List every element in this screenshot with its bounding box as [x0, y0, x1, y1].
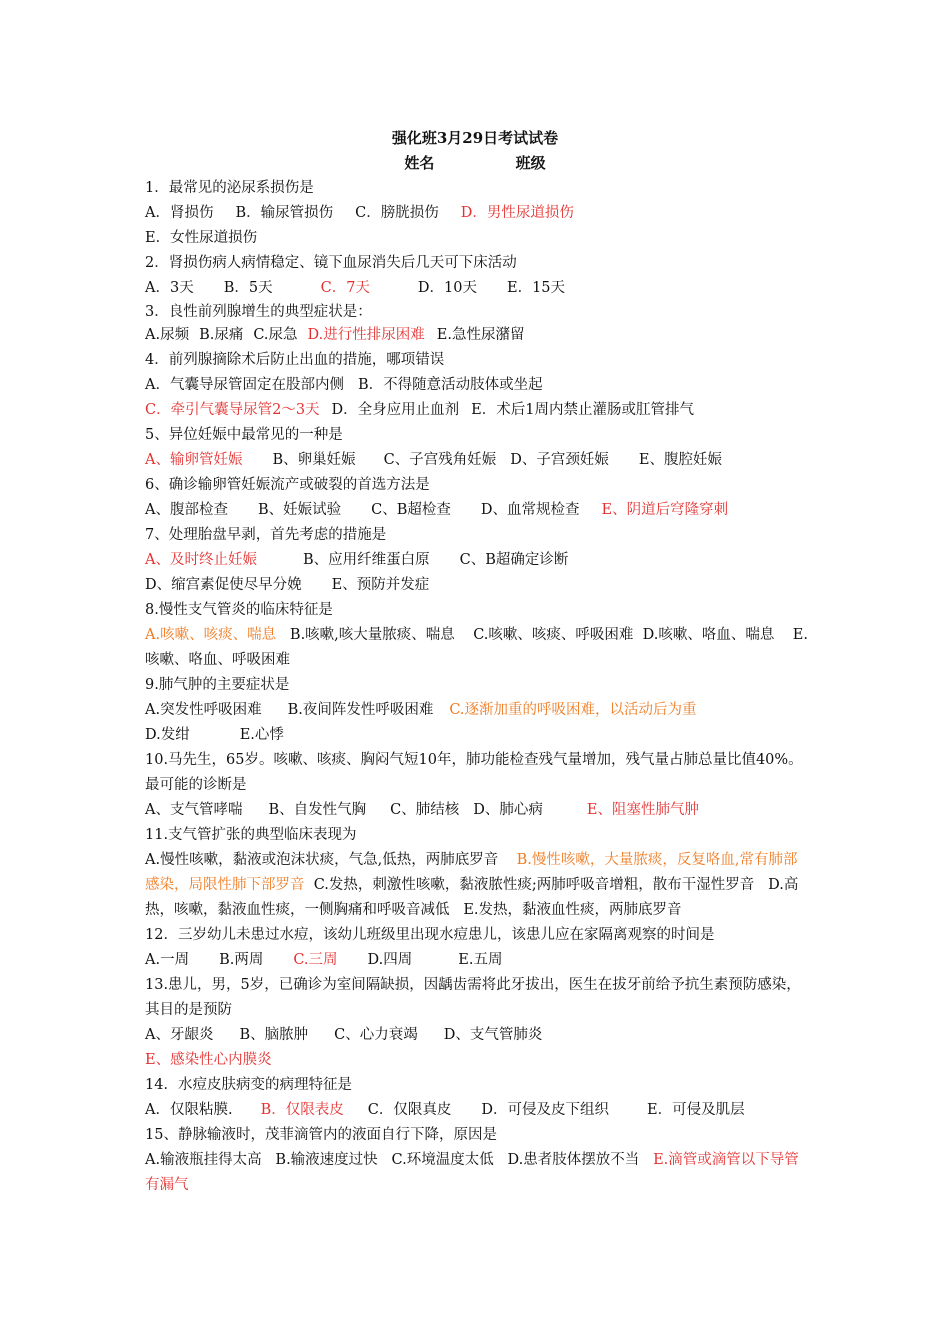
correct-option: A、及时终止妊娠: [145, 552, 257, 568]
option-line: [145, 1023, 810, 1048]
option: D．全身应用止血剂: [331, 402, 460, 418]
option: A．气囊导尿管固定在股部内侧: [145, 377, 344, 393]
option-paragraph: [145, 623, 810, 673]
question-stem: 10.马先生，65岁。咳嗽、咳痰、胸闷气短10年，肺功能检查残气量增加，残气量占肺总量比值40%。最可能的诊断是: [145, 752, 803, 793]
question-stem: 9.肺气肿的主要症状是: [145, 677, 290, 693]
option: E．术后1周内禁止灌肠或肛管排气: [471, 402, 694, 418]
option: D.四周: [367, 952, 413, 968]
correct-option: B．仅限表皮: [260, 1102, 344, 1118]
option-line: [145, 723, 810, 748]
question-stem: 12．三岁幼儿未患过水痘，该幼儿班级里出现水痘患儿，该患儿应在家隔离观察的时间是: [145, 927, 715, 943]
class-label: 班级: [515, 154, 546, 172]
option: B.咳嗽,咳大量脓痰、喘息: [289, 627, 455, 643]
option: B.两周: [219, 952, 264, 968]
question-stem: 5、异位妊娠中最常见的一种是: [145, 427, 343, 443]
option: C.咳嗽、咳痰、呼吸困难: [473, 627, 634, 643]
option: A．仅限粘膜.: [145, 1102, 233, 1118]
option: E.咳嗽、咯血、呼吸困难: [145, 627, 808, 668]
option: C、子宫残角妊娠: [383, 452, 497, 468]
name-label: 姓名: [404, 154, 435, 172]
option: A.尿频: [145, 327, 190, 343]
option: D．可侵及皮下组织: [481, 1102, 609, 1118]
option: D、缩宫素促使尽早分娩: [145, 577, 302, 593]
question-stem: 3．良性前列腺增生的典型症状是：: [145, 304, 372, 320]
question-stem: 14．水痘皮肤病变的病理特征是: [145, 1077, 352, 1093]
option: C．膀胱损伤: [355, 205, 439, 221]
question-stem: 8.慢性支气管炎的临床特征是: [145, 602, 333, 618]
option: B.输液速度过快: [275, 1152, 378, 1168]
option: B.尿痛: [199, 327, 244, 343]
option: C.环境温度太低: [391, 1152, 494, 1168]
option: D．10天: [417, 280, 477, 296]
option: B．5天: [223, 280, 273, 296]
option-line: [145, 276, 810, 301]
option: A.一周: [145, 952, 190, 968]
option: D.患者肢体摆放不当: [507, 1152, 640, 1168]
option: C、B超检查: [371, 502, 451, 518]
option-paragraph: [145, 1148, 810, 1198]
option: A．肾损伤: [145, 205, 214, 221]
option: A.突发性呼吸困难: [145, 702, 262, 718]
option-line: [145, 373, 810, 398]
option: E、腹腔妊娠: [638, 452, 722, 468]
option-line: [145, 498, 810, 523]
option: C、B超确定诊断: [459, 552, 569, 568]
option: A.输液瓶挂得太高: [145, 1152, 262, 1168]
option-line: [145, 448, 810, 473]
option: A、腹部检查: [145, 502, 228, 518]
option: B．不得随意活动肢体或坐起: [357, 377, 543, 393]
option: B、脑脓肿: [239, 1027, 309, 1043]
option: A.慢性咳嗽，黏液或泡沫状痰，气急,低热，两肺底罗音: [145, 852, 499, 868]
option-line: [145, 201, 810, 226]
option: D.高热，咳嗽，黏液血性痰，一侧胸痛和呼吸音减低: [145, 877, 799, 918]
option-line: [145, 1098, 810, 1123]
question-stem: 11.支气管扩张的典型临床表现为: [145, 827, 357, 843]
option: D、支气管肺炎: [443, 1027, 543, 1043]
correct-option: A.咳嗽、咳痰、喘息: [145, 627, 277, 643]
correct-option: D.进行性排尿困难: [307, 327, 425, 343]
option: E．女性尿道损伤: [145, 230, 258, 246]
option: A、牙龈炎: [145, 1027, 214, 1043]
option: B、应用纤维蛋白原: [302, 552, 430, 568]
option: E．可侵及肌层: [646, 1102, 745, 1118]
option: B、妊娠试验: [257, 502, 342, 518]
correct-option: E.滴管或滴管以下导管有漏气: [145, 1152, 799, 1193]
option: C．仅限真皮: [367, 1102, 452, 1118]
option: D.咳嗽、咯血、喘息: [642, 627, 775, 643]
question-stem: 13.患儿，男，5岁，已确诊为室间隔缺损，因龋齿需将此牙拔出，医生在拔牙前给予抗生素预防感染，其目的是预防: [145, 977, 801, 1018]
correct-option: B.慢性咳嗽，大量脓痰，反复咯血,常有肺部感染，局限性肺下部罗音: [145, 852, 798, 893]
exam-title: 强化班3月29日考试试卷: [391, 129, 559, 147]
question-stem: 4．前列腺摘除术后防止出血的措施，哪项错误: [145, 352, 445, 368]
correct-option: C.逐渐加重的呼吸困难，以活动后为重: [449, 702, 697, 718]
option: A．3天: [145, 280, 194, 296]
correct-option: E、感染性心内膜炎: [145, 1052, 272, 1068]
option-paragraph: [145, 848, 810, 923]
question-stem: 15、静脉输液时，茂菲滴管内的液面自行下降，原因是: [145, 1127, 497, 1143]
exam-subtitle: [0, 153, 950, 173]
option-line: [145, 1048, 810, 1073]
question-list: [145, 176, 810, 1198]
option: E、预防并发症: [331, 577, 430, 593]
option-line: [145, 398, 810, 423]
option: C.尿急: [253, 327, 298, 343]
option: E.发热，黏液血性痰，两肺底罗音: [463, 902, 682, 918]
option-line: [145, 548, 810, 573]
option-line: [145, 798, 810, 823]
option: D、子宫颈妊娠: [510, 452, 609, 468]
option: E.五周: [458, 952, 503, 968]
option-line: [145, 948, 810, 973]
option: B、卵巢妊娠: [272, 452, 356, 468]
question-stem: 1．最常见的泌尿系损伤是: [145, 180, 314, 196]
question-stem: 6、确诊输卵管妊娠流产或破裂的首选方法是: [145, 477, 430, 493]
option: D、肺心病: [473, 802, 543, 818]
option-line: [145, 698, 810, 723]
correct-option: A、输卵管妊娠: [145, 452, 243, 468]
option: E.心悸: [239, 727, 284, 743]
option: D、血常规检查: [480, 502, 580, 518]
option-line: [145, 323, 810, 348]
correct-option: C.三周: [293, 952, 338, 968]
correct-option: C．7天: [320, 280, 370, 296]
option: B、自发性气胸: [268, 802, 367, 818]
correct-option: C．牵引气囊导尿管2～3天: [145, 402, 320, 418]
option: B.夜间阵发性呼吸困难: [287, 702, 434, 718]
option: C.发热，刺激性咳嗽，黏液脓性痰;两肺呼吸音增粗，散布干湿性罗音: [313, 877, 755, 893]
correct-option: E、阻塞性肺气肿: [586, 802, 699, 818]
question-stem: 7、处理胎盘早剥，首先考虑的措施是: [145, 527, 387, 543]
option-line: [145, 226, 810, 251]
option: C、心力衰竭: [334, 1027, 418, 1043]
correct-option: D．男性尿道损伤: [460, 205, 574, 221]
option: E．15天: [507, 280, 566, 296]
option: C、肺结核: [390, 802, 460, 818]
option: B．输尿管损伤: [235, 205, 334, 221]
correct-option: E、阴道后穹隆穿刺: [601, 502, 729, 518]
option: A、支气管哮喘: [145, 802, 243, 818]
option-line: [145, 573, 810, 598]
option: E.急性尿潴留: [436, 327, 525, 343]
option: D.发绀: [145, 727, 190, 743]
question-stem: 2．肾损伤病人病情稳定、镜下血尿消失后几天可下床活动: [145, 255, 517, 271]
